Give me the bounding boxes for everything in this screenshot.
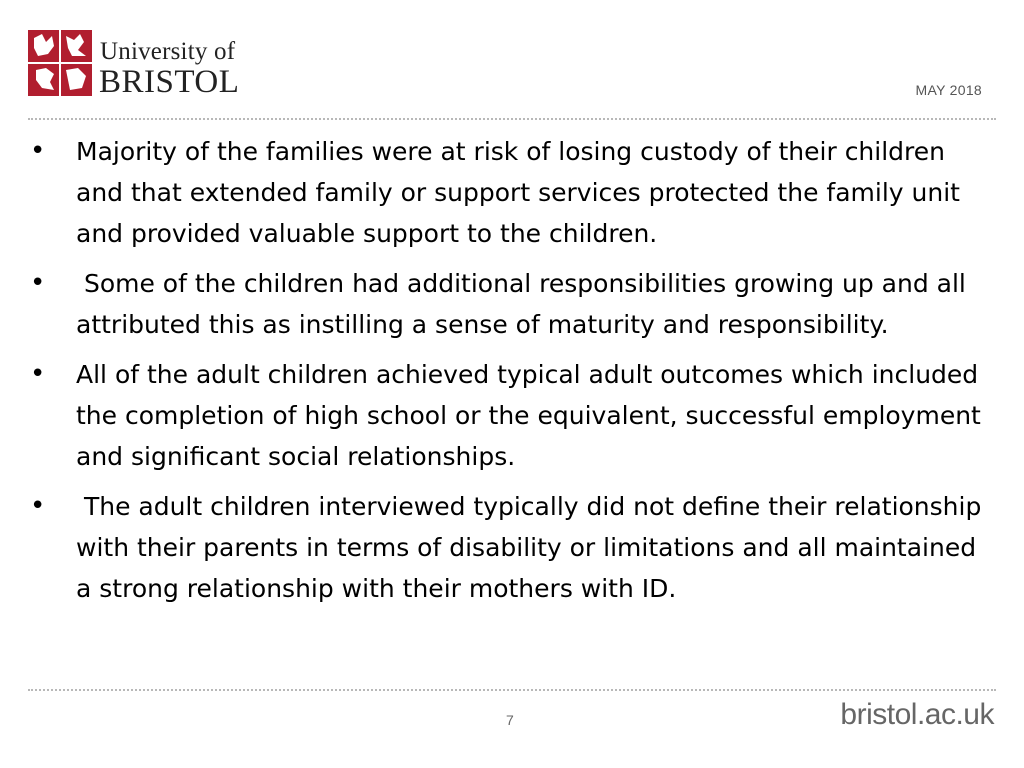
footer-divider bbox=[28, 689, 996, 691]
bullet-item bbox=[28, 354, 996, 477]
bullet-text: All of the adult children achieved typical adult outcomes which included the completion of high school or the equivalent, successful employment and significant social relationships. bbox=[76, 360, 981, 471]
slide-date: MAY 2018 bbox=[915, 82, 982, 98]
bullet-icon: • bbox=[30, 136, 46, 166]
university-logo bbox=[28, 30, 248, 98]
bullet-text: The adult children interviewed typically did not define their relationship with their parents in terms of disability or limitations and all maintained a strong relationship with their mothers with ID. bbox=[76, 492, 990, 603]
logo-text-bristol: BRISTOL bbox=[99, 64, 240, 100]
university-crest-icon bbox=[28, 30, 92, 96]
bullet-icon: • bbox=[30, 268, 46, 298]
bullet-icon: • bbox=[30, 491, 46, 521]
bullet-text: Majority of the families were at risk of losing custody of their children and that extended family or support services protected the family unit and provided valuable support to the children. bbox=[76, 137, 960, 248]
bullet-item bbox=[28, 263, 996, 345]
bullet-list bbox=[28, 131, 996, 618]
bullet-item bbox=[28, 486, 996, 609]
bullet-icon: • bbox=[30, 359, 46, 389]
page-number: 7 bbox=[506, 712, 514, 728]
logo-text-university-of: University of bbox=[100, 38, 236, 65]
bullet-text: Some of the children had additional responsibilities growing up and all attributed this as instilling a sense of maturity and responsibility. bbox=[76, 269, 974, 339]
header-divider bbox=[28, 118, 996, 120]
bullet-item bbox=[28, 131, 996, 254]
footer-url: bristol.ac.uk bbox=[840, 698, 994, 731]
